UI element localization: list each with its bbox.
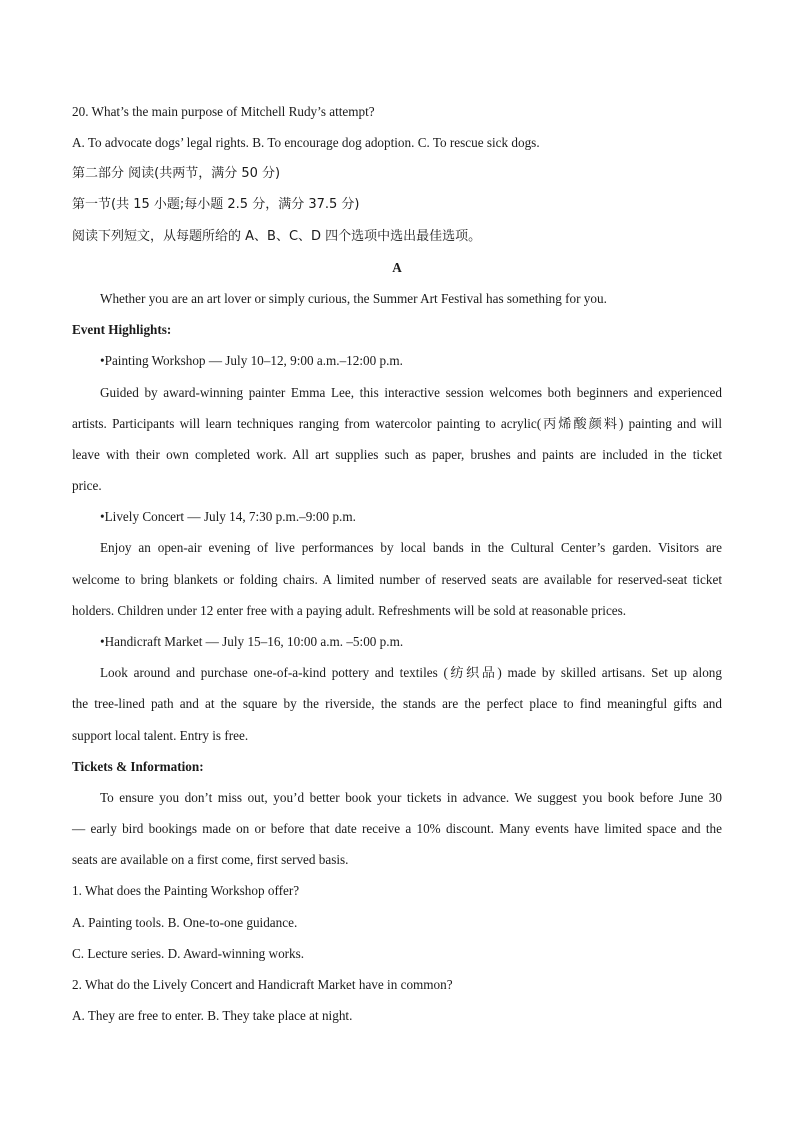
market-paragraph-line: support local talent. Entry is free. — [72, 728, 249, 743]
handicraft-market-title: •Handicraft Market — July 15–16, 10:00 a.m. –5:00 p.m. — [100, 634, 404, 649]
concert-paragraph-line: welcome to bring blankets or folding chairs. A limited number of reserved seats are available for reserved-seat ticket — [72, 572, 722, 587]
tickets-paragraph-line: To ensure you don’t miss out, you’d better book your tickets in advance. We suggest you book before June 30 — [100, 790, 722, 805]
question-1-options: C. Lecture series. D. Award-winning works. — [72, 946, 305, 961]
painting-paragraph-line: artists. Participants will learn techniques ranging from watercolor painting to acrylic(丙烯酸颜料) painting and will — [72, 416, 722, 431]
market-paragraph-line: the tree-lined path and at the square by the riverside, the stands are the perfect place to find meaningful gifts and — [72, 696, 722, 711]
tickets-paragraph-line: — early bird bookings made on or before that date receive a 10% discount. Many events have limited space and the — [72, 821, 722, 836]
painting-paragraph-line: price. — [72, 478, 102, 493]
question-20: 20. What’s the main purpose of Mitchell Rudy’s attempt? — [72, 104, 375, 119]
concert-paragraph-line: holders. Children under 12 enter free with a paying adult. Refreshments will be sold at reasonable prices. — [72, 603, 627, 618]
reading-instruction: 阅读下列短文，从每题所给的 A、B、C、D 四个选项中选出最佳选项。 — [72, 229, 482, 244]
highlights-heading: Event Highlights: — [72, 322, 172, 337]
lively-concert-title: •Lively Concert — July 14, 7:30 p.m.–9:00 p.m. — [100, 509, 356, 524]
question-1-options: A. Painting tools. B. One-to-one guidance. — [72, 915, 298, 930]
passage-label: A — [392, 260, 402, 275]
concert-paragraph-line: Enjoy an open-air evening of live performances by local bands in the Cultural Center’s garden. Visitors are — [100, 540, 722, 555]
question-1: 1. What does the Painting Workshop offer? — [72, 883, 300, 898]
question-20-options: A. To advocate dogs’ legal rights. B. To encourage dog adoption. C. To rescue sick dogs. — [72, 135, 540, 150]
market-paragraph-line: Look around and purchase one-of-a-kind pottery and textiles (纺织品) made by skilled artisans. Set up along — [100, 665, 722, 680]
painting-paragraph-line: leave with their own completed work. All art supplies such as paper, brushes and paints are included in the ticket — [72, 447, 722, 462]
painting-paragraph-line: Guided by award-winning painter Emma Lee, this interactive session welcomes both beginners and experienced — [100, 385, 722, 400]
part-heading: 第二部分 阅读(共两节，满分 50 分) — [72, 166, 281, 181]
painting-workshop-title: •Painting Workshop — July 10–12, 9:00 a.m.–12:00 p.m. — [100, 353, 403, 368]
tickets-heading: Tickets & Information: — [72, 759, 204, 774]
section-heading: 第一节(共 15 小题;每小题 2.5 分，满分 37.5 分) — [72, 197, 360, 212]
question-2-options: A. They are free to enter. B. They take place at night. — [72, 1008, 353, 1023]
tickets-paragraph-line: seats are available on a first come, first served basis. — [72, 852, 349, 867]
question-2: 2. What do the Lively Concert and Handicraft Market have in common? — [72, 977, 453, 992]
passage-intro: Whether you are an art lover or simply curious, the Summer Art Festival has something for you. — [100, 291, 607, 306]
